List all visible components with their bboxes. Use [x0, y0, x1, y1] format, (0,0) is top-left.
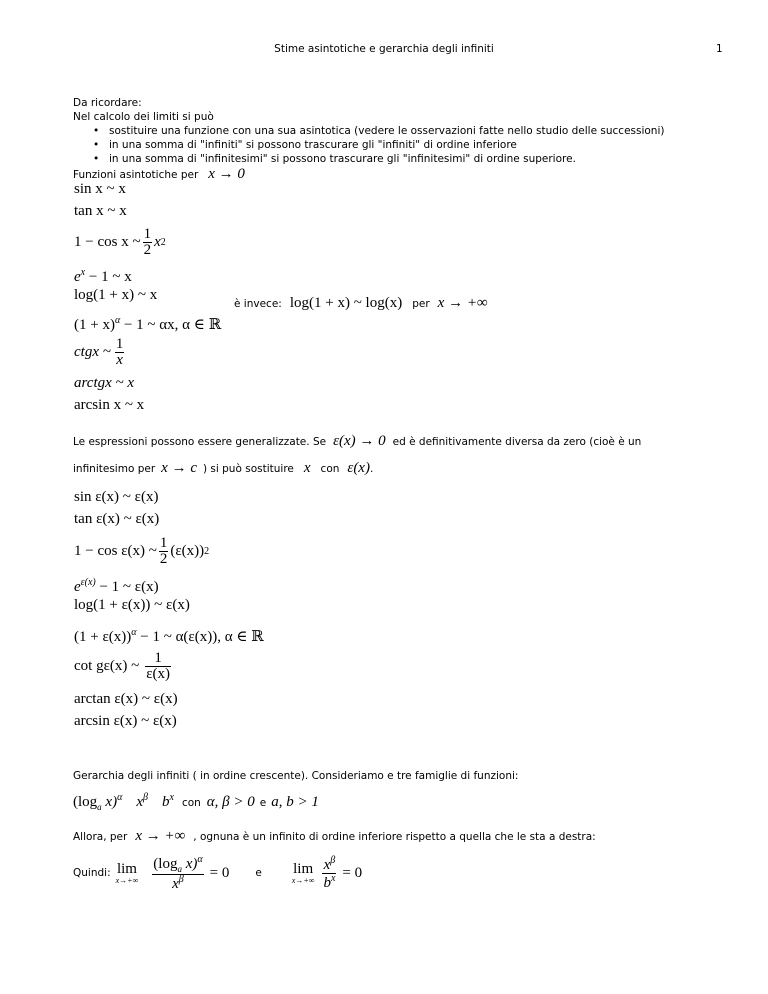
frac-denominator: x: [116, 351, 123, 368]
gformula-cos-lhs: 1 − cos ε(x) ~: [74, 542, 157, 559]
formula-cos-lhs: 1 − cos x ~: [74, 233, 141, 250]
general-text: ed è definitivamente diversa da zero (cioè è un: [392, 436, 642, 448]
l2-den-exp: x: [330, 872, 336, 884]
allora-math: x → +∞: [135, 828, 186, 844]
hierarchy-limits: [73, 850, 362, 896]
page-header-title: Stime asintotiche e gerarchia degli infiniti: [274, 43, 494, 55]
formula-tan: tan x ~ x: [74, 203, 127, 219]
gformula-pow-rest: − 1 ~ α(ε(x)), α ∈ ℝ: [136, 629, 264, 645]
frac-numerator: 1: [145, 651, 171, 667]
hierarchy-intro: Gerarchia degli infiniti ( in ordine crescente). Consideriamo e tre famiglie di funzioni:: [73, 770, 519, 782]
intro-heading: Da ricordare:: [73, 97, 142, 109]
gformula-cos: [74, 530, 264, 572]
hierarchy-cond1: α, β > 0: [206, 794, 255, 810]
intro-section: [73, 96, 713, 166]
limit-1-frac: [152, 855, 203, 892]
gformula-exp-rest: − 1 ~ ε(x): [95, 579, 159, 595]
intro-bullet: • in una somma di "infiniti" si possono trascurare gli "infiniti" di ordine inferiore: [73, 138, 713, 152]
family-log: [73, 792, 122, 812]
hierarchy-con: con: [181, 797, 201, 809]
frac-denominator: 2: [143, 241, 152, 258]
general-text: infinitesimo per: [73, 463, 156, 475]
family-log-sub: a: [97, 802, 102, 812]
allora-rest: , ognuna è un infinito di ordine inferiore rispetto a quella che le sta a destra:: [193, 831, 596, 843]
family-exponential: [162, 792, 174, 811]
general-math: x → c: [161, 460, 197, 476]
l1-num-rest: x): [181, 855, 198, 872]
gformula-exp-sup: ε(x): [80, 577, 96, 588]
l2-num-exp: β: [330, 854, 336, 866]
limit-2: [292, 862, 315, 885]
general-paragraph-1: [73, 432, 641, 450]
note-per: per: [412, 298, 430, 310]
gformula-cos-exp: 2: [204, 545, 210, 557]
gformula-arcsin: arcsin ε(x) ~ ε(x): [74, 713, 177, 729]
intro-bullet: • sostituire una funzione con una sua asintotica (vedere le osservazioni fatte nello studio delle successioni): [73, 124, 713, 138]
l2-den-base: b: [323, 874, 331, 891]
family-log-exp: α: [117, 792, 123, 803]
limit-1: [116, 862, 139, 885]
formula-sin: sin x ~ x: [74, 181, 126, 197]
lim-symbol: lim: [293, 860, 314, 877]
general-formulas: [74, 486, 264, 732]
lim-subscript: x→+∞: [115, 875, 139, 885]
frac-numerator: 1: [115, 335, 124, 352]
formula-exp-sup: x: [80, 267, 86, 278]
intro-lead: Nel calcolo dei limiti si può: [73, 111, 214, 123]
gformula-exp-base: e: [74, 579, 81, 595]
limit-2-frac: [322, 856, 336, 891]
limit-2-result: = 0: [342, 864, 363, 881]
allora-text: Allora, per: [73, 831, 128, 843]
gformula-cot-frac: [145, 651, 171, 682]
asymptotic-condition: x → 0: [208, 166, 245, 182]
gformula-cos-frac: [159, 536, 169, 567]
lim-symbol: lim: [116, 860, 137, 877]
asymptotic-note: [234, 294, 488, 312]
formula-log: log(1 + x) ~ x: [74, 287, 158, 303]
intro-bullets: [73, 124, 713, 166]
family-log-rest: x): [101, 794, 118, 810]
gformula-pow: [74, 622, 264, 644]
formula-exp-base: e: [74, 269, 81, 285]
limit-1-result: = 0: [209, 864, 230, 881]
formula-ctg-lhs: ctgx ~: [74, 343, 111, 360]
l1-num-exp: α: [197, 853, 203, 865]
formula-pow-rest: − 1 ~ αx, α ∈ ℝ: [120, 317, 222, 333]
formula-pow-exp: α: [114, 315, 121, 326]
l1-num-sub: a: [177, 863, 182, 874]
limits-and: e: [255, 867, 262, 879]
general-text: con: [320, 463, 340, 475]
hierarchy-e: e: [259, 797, 267, 809]
gformula-pow-exp: α: [131, 627, 137, 638]
general-text: Le espressioni possono essere generalizzate. Se: [73, 436, 327, 448]
formula-exp-rest: − 1 ~ x: [85, 269, 132, 285]
formula-cos: [74, 222, 221, 262]
note-formula: log(1 + x) ~ log(x): [289, 295, 403, 311]
quindi-label: Quindi:: [73, 867, 111, 879]
gformula-pow-base: (1 + ε(x)): [74, 629, 132, 645]
general-paragraph-2: [73, 459, 373, 477]
frac-denominator: [322, 874, 336, 891]
family-exp-exp: x: [169, 792, 174, 803]
general-math: ε(x) → 0: [333, 433, 386, 449]
note-condition: x → +∞: [437, 295, 488, 311]
family-log-base: (log: [73, 794, 98, 810]
frac-denominator: 2: [159, 550, 168, 567]
frac-numerator: [152, 855, 203, 875]
frac-numerator: 1: [159, 534, 168, 551]
gformula-tan: tan ε(x) ~ ε(x): [74, 511, 160, 527]
general-text: .: [369, 463, 374, 475]
formula-cos-exp: 2: [160, 236, 166, 248]
frac-numerator: [322, 856, 336, 874]
general-math: ε(x): [347, 460, 370, 476]
l1-den-base: x: [172, 875, 179, 892]
frac-denominator: ε(x): [146, 665, 171, 682]
intro-bullet: • in una somma di "infinitesimi" si possono trascurare gli "infinitesimi" di ordine superiore.: [73, 152, 713, 166]
formula-ctg: [74, 332, 221, 372]
frac-numerator: 1: [143, 225, 152, 242]
gformula-log: log(1 + ε(x)) ~ ε(x): [74, 597, 190, 613]
formula-cos-var: x: [154, 233, 161, 250]
l1-num-base: (log: [153, 855, 178, 872]
gformula-cot-lhs: cot gε(x) ~: [74, 657, 140, 674]
formula-arcsin: arcsin x ~ x: [74, 397, 145, 413]
l1-den-exp: β: [178, 873, 184, 885]
asymptotic-formulas: [74, 178, 221, 416]
formula-ctg-frac: [115, 337, 125, 368]
formula-arctg: arctgx ~ x: [74, 375, 135, 391]
gformula-cos-var: (ε(x)): [170, 542, 205, 559]
formula-pow-base: (1 + x): [74, 317, 115, 333]
gformula-cot: [74, 644, 264, 688]
family-power: [136, 792, 148, 811]
hierarchy-cond2: a, b > 1: [271, 794, 319, 810]
gformula-sin: sin ε(x) ~ ε(x): [74, 489, 159, 505]
hierarchy-allora: [73, 827, 596, 845]
hierarchy-families: [73, 792, 319, 812]
page-number: 1: [716, 43, 723, 55]
gformula-exp: [74, 572, 264, 594]
general-math: x: [303, 460, 311, 476]
family-power-base: x: [136, 794, 143, 810]
gformula-arctan: arctan ε(x) ~ ε(x): [74, 691, 178, 707]
family-exp-base: b: [161, 794, 170, 810]
frac-denominator: [152, 875, 203, 892]
asymptotic-label: Funzioni asintotiche per: [73, 169, 199, 181]
formula-pow: [74, 310, 221, 332]
formula-cos-frac: [143, 227, 153, 258]
formula-exp: [74, 262, 221, 284]
general-text: ) si può sostituire: [202, 463, 294, 475]
l2-num-base: x: [323, 856, 331, 873]
family-power-exp: β: [143, 792, 148, 803]
note-label: è invece:: [234, 298, 282, 310]
lim-subscript: x→+∞: [291, 875, 315, 885]
